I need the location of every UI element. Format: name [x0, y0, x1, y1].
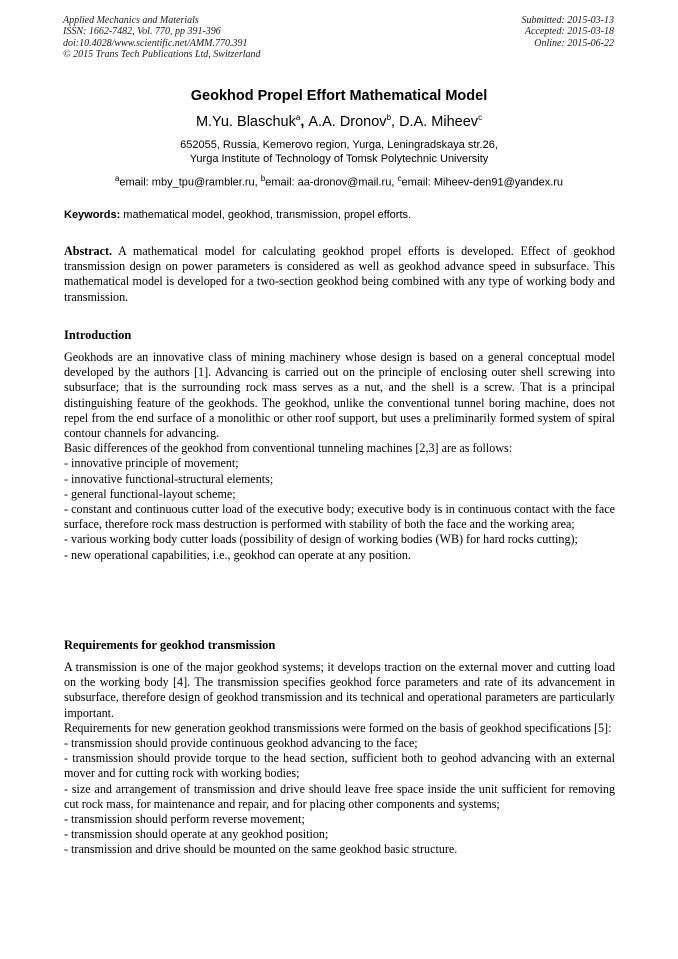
list-item: - innovative functional-structural elements;: [64, 471, 274, 486]
author-name: D.A. Miheev: [399, 113, 479, 130]
abstract-label: Abstract.: [64, 244, 113, 258]
journal-issn: ISSN: 1662-7482, Vol. 770, pp 391-396: [63, 26, 221, 38]
email-link[interactable]: email: Miheev-den91@yandex.ru: [401, 176, 564, 189]
list-item: - new operational capabilities, i.e., geokhod can operate at any position.: [64, 547, 411, 562]
author-affiliation-mark: b: [386, 113, 392, 122]
submitted-date: Submitted: 2015-03-13: [521, 15, 614, 26]
affiliation: [0, 139, 678, 166]
email-link[interactable]: email: mby_tpu@rambler.ru,: [119, 176, 261, 189]
keywords: [64, 209, 616, 221]
list-item: - constant and continuous cutter load of the executive body; executive body is in continuous contact with the face surface, therefore rock mass destruction is performed with stability of both the face and the working area;: [64, 502, 615, 532]
email-mark: a: [114, 174, 120, 183]
list-item: - transmission should operate at any geokhod position;: [64, 827, 329, 842]
affiliation-institution: Yurga Institute of Technology of Tomsk Polytechnic University: [189, 152, 489, 165]
author-emails: [0, 174, 678, 189]
author-name: M.Yu. Blaschuk: [195, 113, 296, 130]
email-link[interactable]: email: aa-dronov@mail.ru,: [265, 176, 398, 189]
list-item: - transmission should provide continuous geokhod advancing to the face;: [64, 736, 418, 751]
publication-dates: [522, 15, 615, 49]
list-item: - general functional-layout scheme;: [64, 486, 236, 501]
accepted-date: Accepted: 2015-03-18: [524, 26, 614, 38]
paragraph: Basic differences of the geokhod from conventional tunneling machines [2,3] are as follows:: [64, 441, 513, 456]
introduction-body: [64, 350, 615, 563]
paragraph: Geokhods are an innovative class of mining machinery whose design is based on a general conceptual model developed by the authors [1]. Advancing is carried out on the principle of enclosing outer shell screwing into subsurface; that is the surrounding rock mass serves as a nut, and the shell is a screw. That is a principal distinguishing feature of the geokhods. The geokhod, unlike the conventional tunnel boring machine, does not repel from the end surface of a monolithic or other roof support, but uses a preliminarily formed system of spiral contour channels for advancing.: [64, 350, 615, 441]
author-list: [0, 113, 678, 130]
list-item: - innovative principle of movement;: [64, 456, 239, 471]
author-affiliation-mark: c: [478, 113, 483, 122]
section-heading-introduction: Introduction: [64, 328, 132, 342]
journal-name: Applied Mechanics and Materials: [63, 15, 199, 26]
affiliation-address: 652055, Russia, Kemerovo region, Yurga, Leningradskaya str.26,: [180, 139, 498, 151]
list-item: - transmission should provide torque to the head section, sufficient both to geohod advancing with an external mover and for cutting rock with working bodies;: [64, 751, 615, 781]
journal-info: [63, 15, 261, 60]
list-item: - transmission and drive should be mounted on the same geokhod basic structure.: [64, 842, 458, 857]
section-heading-requirements: Requirements for geokhod transmission: [64, 638, 276, 652]
paragraph: Requirements for new generation geokhod transmissions were formed on the basis of geokhod specifications [5]:: [64, 720, 612, 735]
keywords-label: Keywords:: [64, 209, 121, 221]
list-item: - various working body cutter loads (possibility of design of working bodies (WB) for hard rocks cutting);: [64, 532, 578, 547]
journal-doi: doi:10.4028/www.scientific.net/AMM.770.391: [63, 37, 248, 49]
email-mark: b: [260, 174, 266, 183]
abstract: [64, 244, 615, 305]
list-item: - size and arrangement of transmission and drive should leave free space inside the unit sufficient for removing cut rock mass, for maintenance and repair, and for placing other components and systems;: [64, 781, 615, 811]
requirements-body: [64, 660, 615, 858]
journal-copyright: © 2015 Trans Tech Publications Ltd, Switzerland: [63, 48, 261, 60]
list-item: - transmission should perform reverse movement;: [64, 812, 305, 827]
keywords-text: mathematical model, geokhod, transmission, propel efforts.: [120, 209, 412, 221]
email-mark: c: [397, 174, 402, 183]
online-date: Online: 2015-06-22: [534, 37, 614, 49]
abstract-text: A mathematical model for calculating geokhod propel efforts is developed. Effect of geokhod transmission design on power parameters is considered as well as geokhod advance speed in subsurface. This mathematical model is developed for a two-section geokhod being combined with any type of working body and transmission.: [64, 244, 615, 304]
paragraph: A transmission is one of the major geokhod systems; it develops traction on the external mover and cutting load on the working body [4]. The transmission specifies geokhod force parameters and rate of its advancement in subsurface, therefore design of geokhod transmission and its technical and operational parameters are particularly important.: [64, 660, 615, 720]
author-name: A.A. Dronov: [308, 113, 387, 130]
author-separator: ,: [300, 113, 309, 130]
author-affiliation-mark: a: [295, 113, 301, 122]
paper-title: Geokhod Propel Effort Mathematical Model: [190, 88, 488, 104]
author-separator: ,: [391, 113, 400, 130]
